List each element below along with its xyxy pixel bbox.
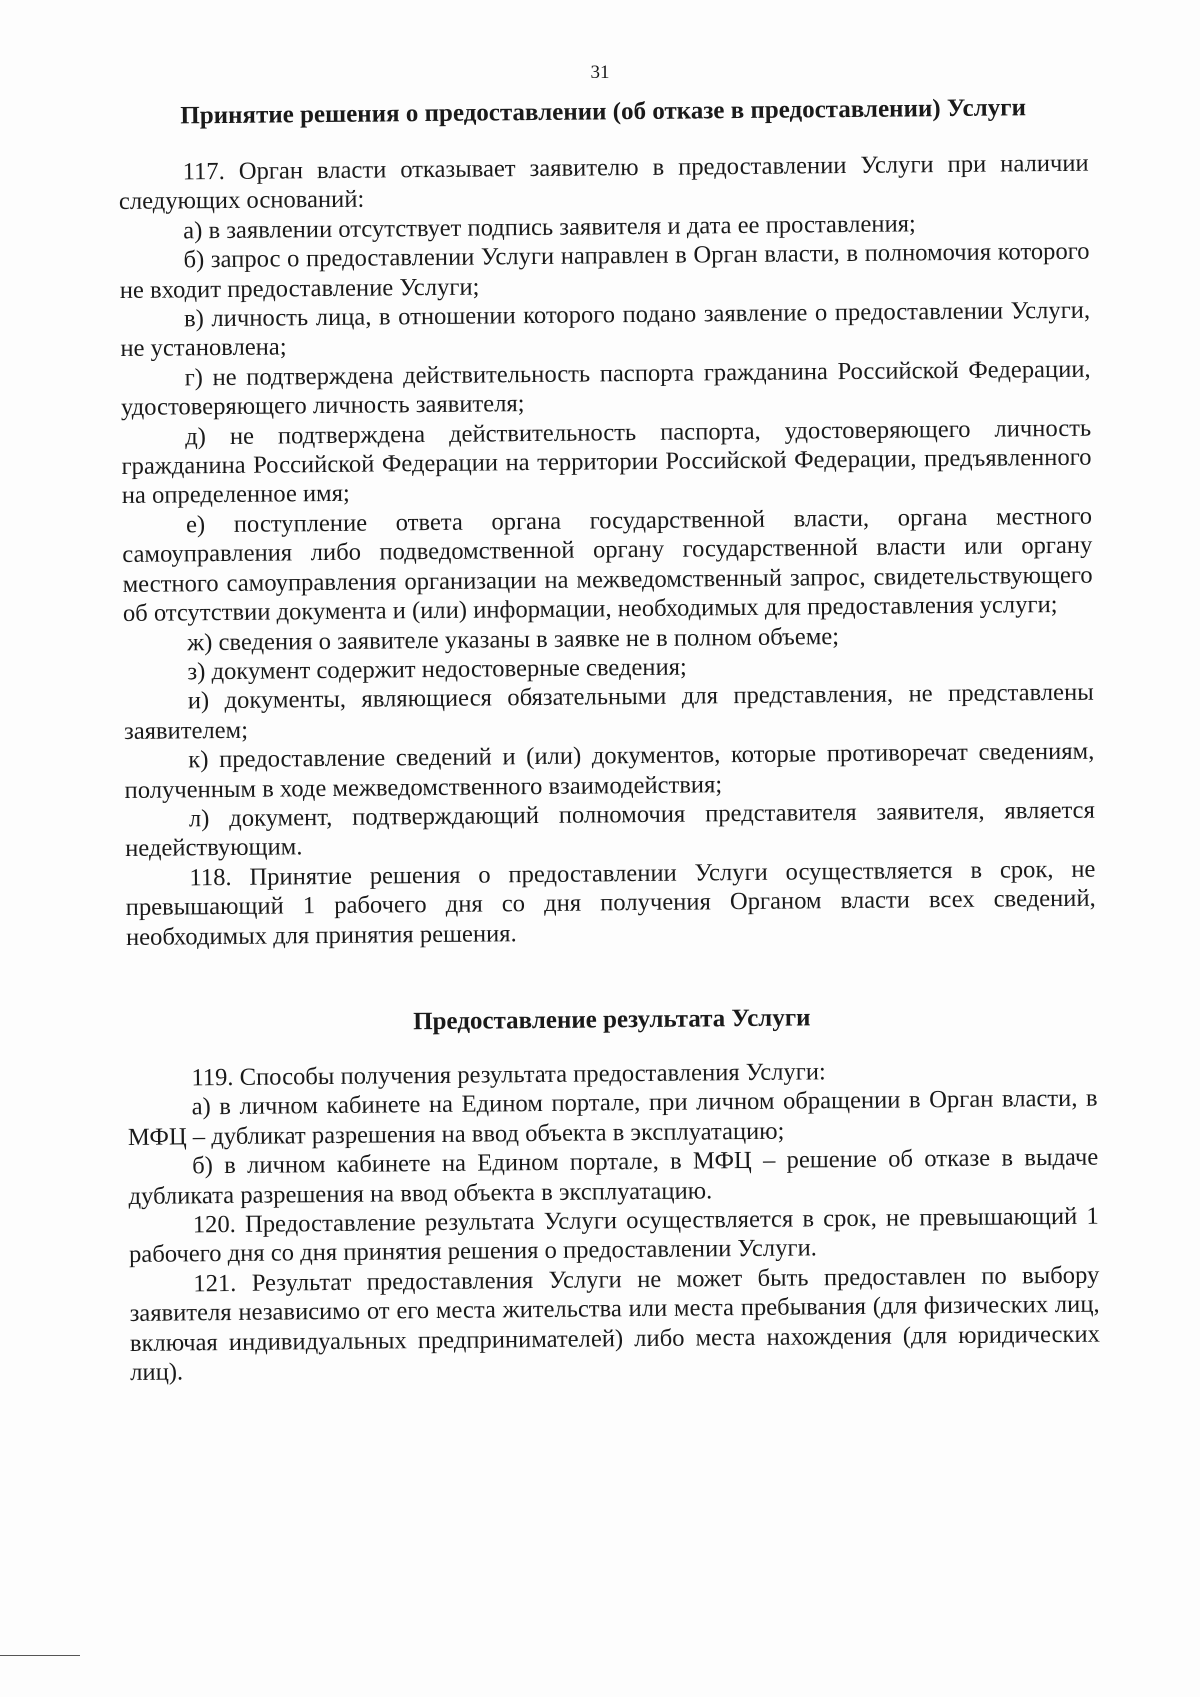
result-item-b: б) в личном кабинете на Едином портале, в МФЦ – решение об отказе в выдаче дубликата разрешения на ввод объекта в эксплуатацию. bbox=[128, 1143, 1099, 1210]
list-item-v: в) личность лица, в отношении которого подано заявление о предоставлении Услуги, не установлена; bbox=[120, 296, 1091, 363]
paragraph-119: 119. Способы получения результата предоставления Услуги: bbox=[191, 1058, 826, 1092]
list-item-d: д) не подтверждена действительность паспорта, удостоверяющего личность гражданина Российской Федерации на территории Российской Федерации, предъявленного на определенное имя; bbox=[121, 414, 1092, 510]
section-heading-result: Предоставление результата Услуги bbox=[413, 1004, 811, 1036]
list-item-a: а) в заявлении отсутствует подпись заявителя и дата ее проставления; bbox=[183, 210, 916, 245]
paragraph-120: 120. Предоставление результата Услуги осуществляется в срок, не превышающий 1 рабочего дня со дня принятия решения о предоставлении Услуги. bbox=[128, 1202, 1099, 1269]
page-number: 31 bbox=[590, 62, 610, 83]
paragraph-121: 121. Результат предоставления Услуги не может быть предоставлен по выбору заявителя независимо от его места жительства или места пребывания (для физических лиц, включая индивидуальных предпринимателей) либо места нахождения (для юридических лиц). bbox=[129, 1261, 1100, 1386]
list-item-i: и) документы, являющиеся обязательными для представления, не представлены заявителем; bbox=[123, 678, 1094, 745]
result-item-a: а) в личном кабинете на Едином портале, при личном обращении в Орган власти, в МФЦ – дубликат разрешения на ввод объекта в эксплуатацию; bbox=[127, 1085, 1098, 1151]
list-item-z: з) документ содержит недостоверные сведения; bbox=[187, 653, 687, 686]
list-item-g: г) не подтверждена действительность паспорта гражданина Российской Федерации, удостоверяющего личность заявителя; bbox=[120, 355, 1091, 422]
section-heading-decision: Принятие решения о предоставлении (об отказе в предоставлении) Услуги bbox=[180, 94, 1027, 130]
paragraph-118: 118. Принятие решения о предоставлении Услуги осуществляется в срок, не превышающий 1 рабочего дня со дня получения Органом власти всех сведений, необходимых для принятия решения. bbox=[125, 855, 1096, 951]
list-item-l: л) документ, подтверждающий полномочия представителя заявителя, является недействующим. bbox=[125, 796, 1095, 863]
footnote-rule bbox=[0, 1655, 80, 1656]
paragraph-117: 117. Орган власти отказывает заявителю в предоставлении Услуги при наличии следующих оснований: bbox=[118, 149, 1089, 216]
list-item-zh: ж) сведения о заявителе указаны в заявке не в полном объеме; bbox=[187, 622, 840, 656]
document-body bbox=[118, 93, 1100, 1388]
list-item-e: е) поступление ответа органа государственной власти, органа местного самоуправления либо подведомственной органу государственной власти или органу местного самоуправления организации на межведомственный запрос, свидетельствующего об отсутствии документа и (или) информации, необходимых для предоставления услуги; bbox=[122, 502, 1093, 628]
list-item-b: б) запрос о предоставлении Услуги направлен в Орган власти, в полномочия которого не входит предоставление Услуги; bbox=[119, 237, 1090, 304]
list-item-k: к) предоставление сведений и (или) документов, которые противоречат сведениям, полученным в ходе межведомственного взаимодействия; bbox=[124, 737, 1095, 804]
